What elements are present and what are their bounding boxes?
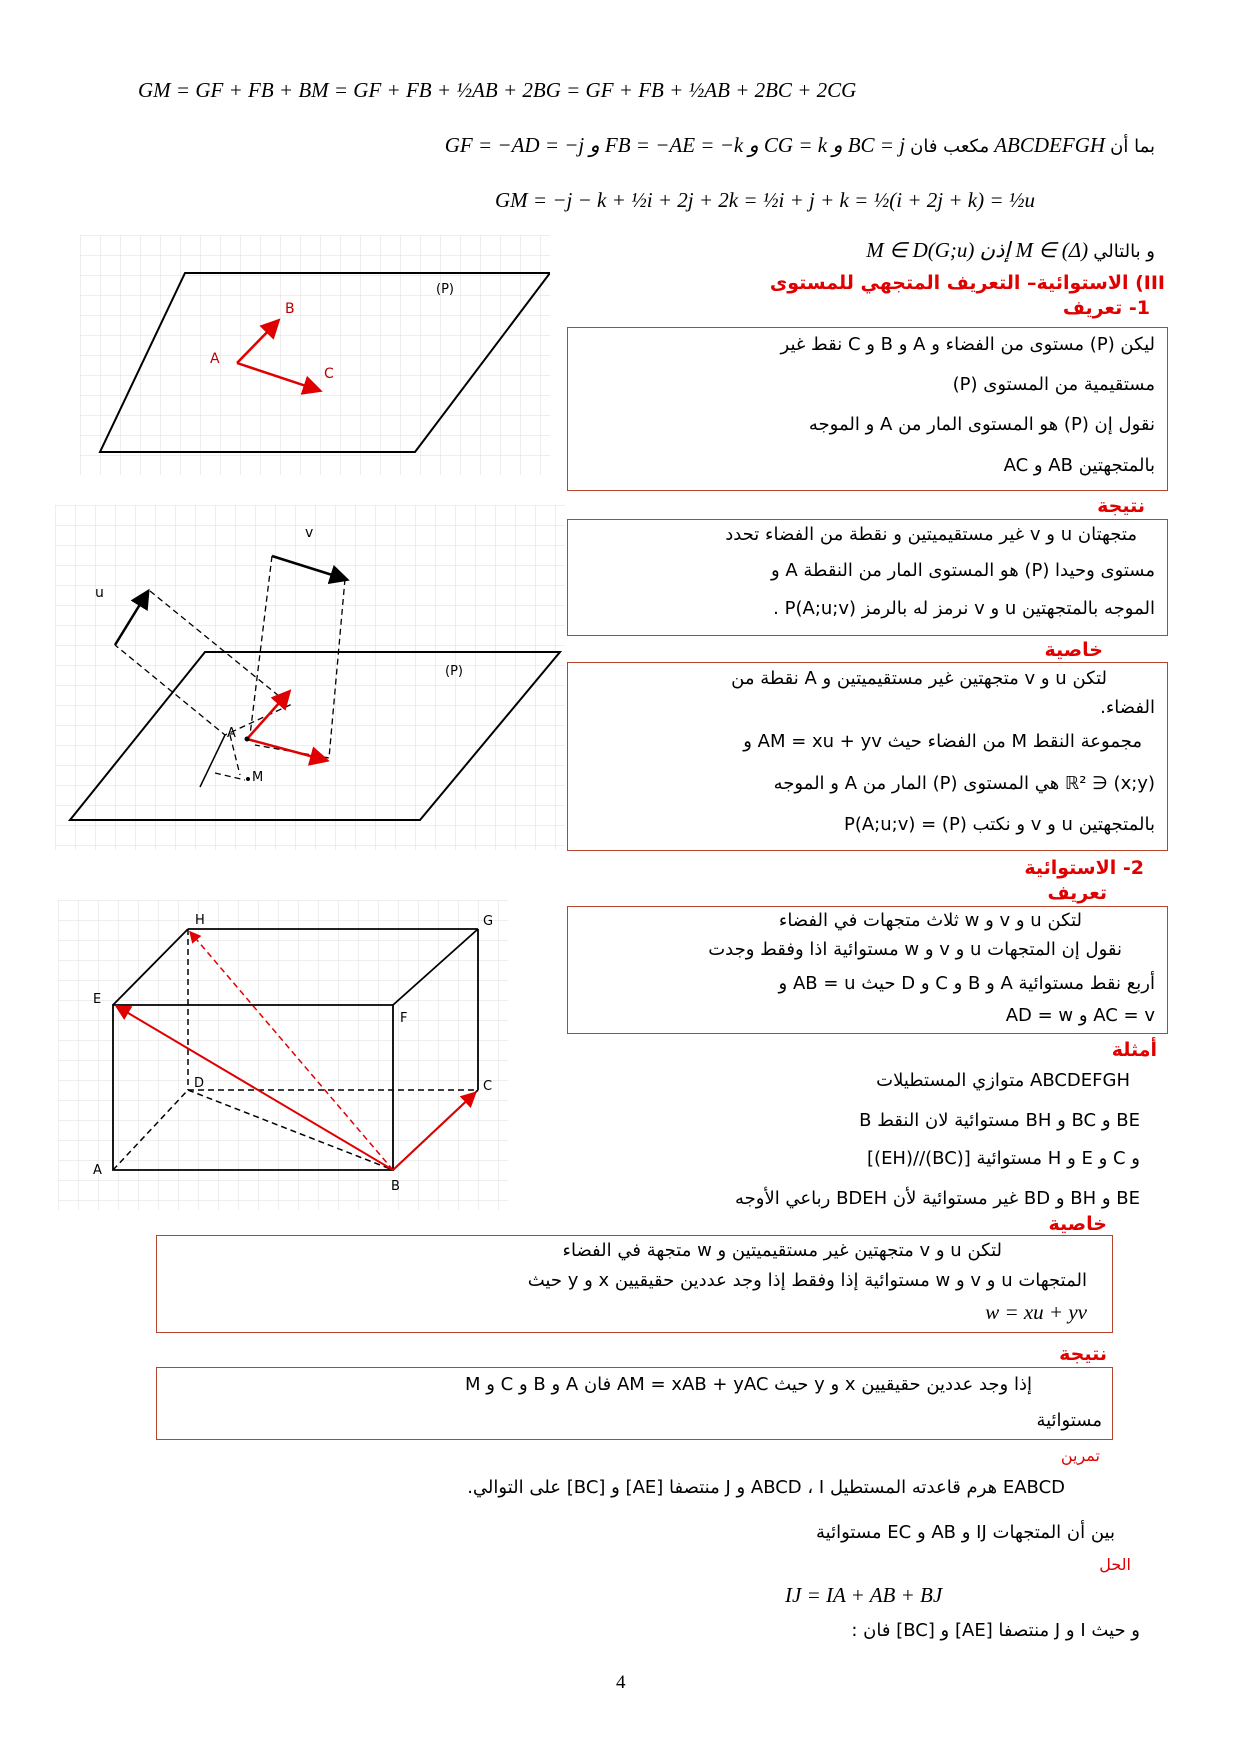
- vertex-c: C: [483, 1079, 493, 1094]
- prop-line-3: مجموعة النقط M من الفضاء حيث AM = xu + yv و: [743, 731, 1142, 752]
- def2-line-3: أربع نقط مستوائية A و B و C و D حيث AB = u و: [778, 973, 1155, 994]
- example-line-1: ABCDEFGH متوازي المستطيلات: [876, 1070, 1130, 1091]
- def-line-2: مستقيمية من المستوى (P): [952, 374, 1155, 395]
- result-line-1: متجهتان u و v غير مستقيميتين و نقطة من الفضاء تحدد: [725, 524, 1137, 545]
- result-box-plane: [567, 519, 1168, 636]
- subheading-definition-1: 1- تعريف: [1062, 297, 1150, 319]
- vertex-d: D: [194, 1076, 205, 1091]
- vector-v-label: v: [305, 525, 314, 541]
- vertex-b: B: [391, 1179, 400, 1194]
- math-cube: ABCDEFGH: [994, 133, 1106, 157]
- section-heading-iii: III) الاستوائية– التعريف المتجهي للمستوى: [769, 272, 1165, 294]
- property-title-1: خاصية: [1044, 639, 1103, 661]
- result-line-2: مستوى وحيدا (P) هو المستوى المار من النقطة A و: [770, 560, 1155, 581]
- examples-title: أمثلة: [1111, 1039, 1157, 1061]
- figure-plane-vectors: [55, 505, 565, 850]
- line-conclusion: [555, 238, 1155, 263]
- plane-label-2: (P): [445, 664, 463, 679]
- vertex-a: A: [93, 1163, 102, 1178]
- property-box-plane: [567, 662, 1168, 851]
- result-title-2: نتيجة: [1059, 1343, 1107, 1365]
- text-therefore: و بالتالي: [1093, 241, 1155, 262]
- figure-parallelepiped: [58, 900, 508, 1210]
- def-line-4: بالمتجهتين AB و AC: [1003, 455, 1155, 476]
- property-title-2: خاصية: [1048, 1213, 1107, 1235]
- figure-plane-abc: [80, 235, 550, 475]
- result2-line-2: مستوائية: [1036, 1410, 1102, 1431]
- def-line-1: ليكن (P) مستوى من الفضاء و A و B و C نقط غير: [780, 334, 1155, 355]
- def2-line-4: AC = v و AD = w: [1005, 1005, 1155, 1026]
- vertex-g: G: [483, 914, 494, 929]
- example-line-4: BE و BH و BD غير مستوائية لأن BDEH رباعي الأوجه: [734, 1188, 1140, 1209]
- vertex-h: H: [195, 913, 205, 928]
- exercise-title: تمرين: [1060, 1446, 1100, 1465]
- definition-box-plane: [567, 327, 1168, 491]
- point-a-label: A: [210, 351, 220, 367]
- result-box-coplanar: [156, 1367, 1113, 1440]
- point-m-label: M: [252, 770, 264, 785]
- vertex-f: F: [400, 1011, 408, 1026]
- equation-gm-1: GM = GF + FB + BM = GF + FB + ½AB + 2BG = GF + FB + ½AB + 2BC + 2CG: [138, 78, 857, 102]
- result-title-1: نتيجة: [1097, 495, 1145, 517]
- prop-line-2: الفضاء.: [1100, 697, 1155, 718]
- solution-title: الحل: [1099, 1555, 1131, 1574]
- solution-line: و حيث I و J منتصفا [AE] و [BC] فان :: [851, 1620, 1140, 1641]
- def2-line-2: نقول إن المتجهات u و v و w مستوائية اذا وفقط وجدت: [708, 939, 1122, 960]
- line-cube: [105, 133, 1155, 158]
- result2-line-1: إذا وجد عددين حقيقيين x و y حيث AM = xAB + yAC فان A و B و C و M: [465, 1374, 1032, 1395]
- vertex-e: E: [93, 992, 102, 1007]
- prop2-line-1: لتكن u و v متجهتين غير مستقيميتين و w متجهة في الفضاء: [562, 1240, 1002, 1261]
- point-a-label-2: A: [227, 726, 236, 741]
- point-c-label: C: [324, 366, 334, 382]
- result-line-3: الموجه بالمتجهتين u و v نرمز له بالرمز P(A;u;v) .: [773, 598, 1155, 619]
- exercise-line-2: بين أن المتجهات IJ و AB و EC مستوائية: [816, 1522, 1115, 1543]
- exercise-line-1: EABCD هرم قاعدته المستطيل ABCD ، I و J منتصفا [AE] و [BC] على التوالي.: [467, 1477, 1065, 1498]
- prop-line-5: بالمتجهتين u و v و نكتب (P) = P(A;u;v): [843, 814, 1155, 835]
- text-since: بما أن: [1110, 136, 1155, 157]
- prop2-line-3: w = xu + yv: [985, 1300, 1087, 1324]
- def-line-3: نقول إن (P) هو المستوى المار من A و الموجه: [808, 414, 1155, 435]
- definition-title-2: تعريف: [1047, 882, 1107, 904]
- example-line-2: BE و BC و BH مستوائية لان النقط B: [859, 1110, 1140, 1131]
- example-line-3: و C و E و H مستوائية [(BC)//(EH)]: [867, 1148, 1140, 1169]
- math-vectors: GF = −AD = −j و FB = −AE = −k و CG = k و BC = j: [444, 133, 906, 157]
- prop-line-4: (x;y) ∈ ℝ² هي المستوى (P) المار من A و الموجه: [773, 773, 1155, 794]
- point-b-label: B: [285, 301, 295, 317]
- definition-box-coplanar: [567, 906, 1168, 1034]
- plane-label: (P): [436, 282, 454, 297]
- text-cube: مكعب فان: [910, 136, 990, 157]
- math-conclusion: M ∈ D(G;u) إذن M ∈ (Δ): [866, 238, 1089, 262]
- equation-gm-2: GM = −j − k + ½i + 2j + 2k = ½i + j + k = ½(i + 2j + k) = ½u: [495, 188, 1035, 212]
- section-heading-coplanarity: 2- الاستوائية: [1024, 857, 1144, 879]
- prop2-line-2: المتجهات u و v و w مستوائية إذا وفقط إذا وجد عددين حقيقيين x و y حيث: [527, 1270, 1087, 1291]
- page-number: 4: [616, 1672, 626, 1693]
- def2-line-1: لتكن u و v و w ثلاث متجهات في الفضاء: [778, 910, 1082, 931]
- property-box-coplanar: [156, 1235, 1113, 1333]
- solution-equation: IJ = IA + AB + BJ: [785, 1583, 943, 1607]
- vector-u-label: u: [95, 585, 104, 601]
- prop-line-1: لتكن u و v متجهتين غير مستقيميتين و A نقطة من: [731, 668, 1107, 689]
